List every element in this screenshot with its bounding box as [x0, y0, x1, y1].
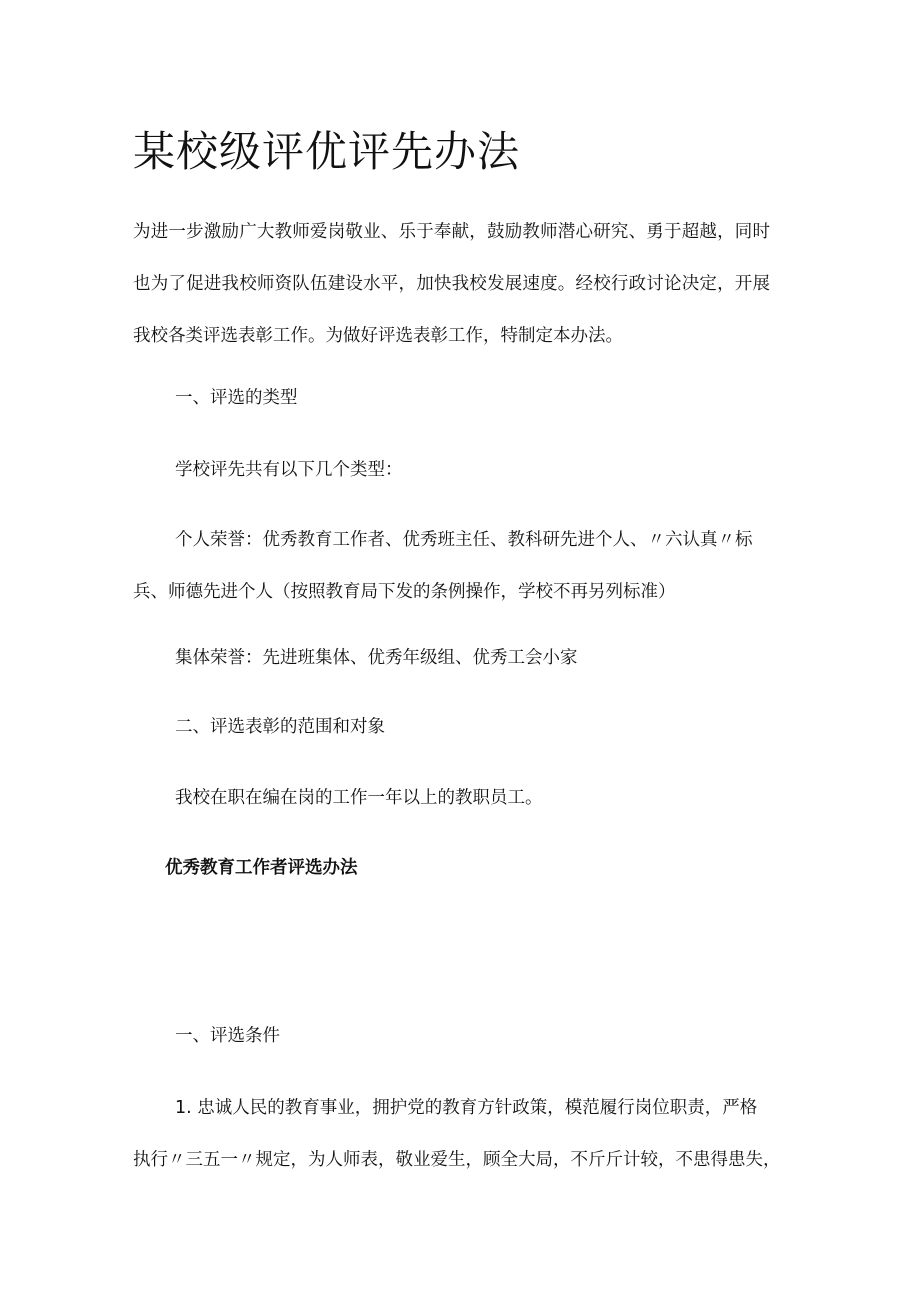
types-intro [175, 444, 793, 496]
section-heading-types [175, 372, 793, 424]
condition-line: 1. 忠诚人民的教育事业，拥护党的教育方针政策，模范履行岗位职责，严格 [175, 1098, 758, 1118]
types-intro-text: 学校评先共有以下几个类型： [175, 460, 403, 480]
intro-line: 为进一步激励广大教师爱岗敬业、乐于奉献，鼓励教师潜心研究、勇于超越，同时 [133, 222, 771, 242]
personal-honor-line: 兵、师德先进个人（按照教育局下发的条例操作，学校不再另列标准） [133, 582, 676, 602]
personal-honor-paragraph [133, 514, 793, 618]
section-heading-text: 二、评选表彰的范围和对象 [175, 717, 385, 737]
intro-line: 也为了促进我校师资队伍建设水平，加快我校发展速度。经校行政讨论决定，开展 [133, 274, 771, 294]
section-heading-text: 一、评选的类型 [175, 388, 298, 408]
condition-1-paragraph [133, 1082, 793, 1186]
conditions-heading [175, 1010, 793, 1062]
document-title: 某校级评优评先办法 [133, 127, 521, 176]
collective-honor-text: 集体荣誉：先进班集体、优秀年级组、优秀工会小家 [175, 648, 578, 668]
section-heading-scope [175, 701, 793, 753]
scope-paragraph [175, 772, 793, 824]
condition-line: 执行〃三五一〃规定，为人师表，敬业爱生，顾全大局，不斤斤计较，不患得患失， [133, 1150, 781, 1170]
intro-paragraph [133, 206, 793, 362]
subsection-title: 优秀教育工作者评选办法 [165, 858, 358, 878]
intro-line: 我校各类评选表彰工作。为做好评选表彰工作，特制定本办法。 [133, 326, 623, 346]
scope-text: 我校在职在编在岗的工作一年以上的教职员工。 [175, 788, 543, 808]
personal-honor-line: 个人荣誉：优秀教育工作者、优秀班主任、教科研先进个人、〃六认真〃标 [175, 530, 753, 550]
conditions-heading-text: 一、评选条件 [175, 1026, 280, 1046]
collective-honor [175, 632, 793, 684]
